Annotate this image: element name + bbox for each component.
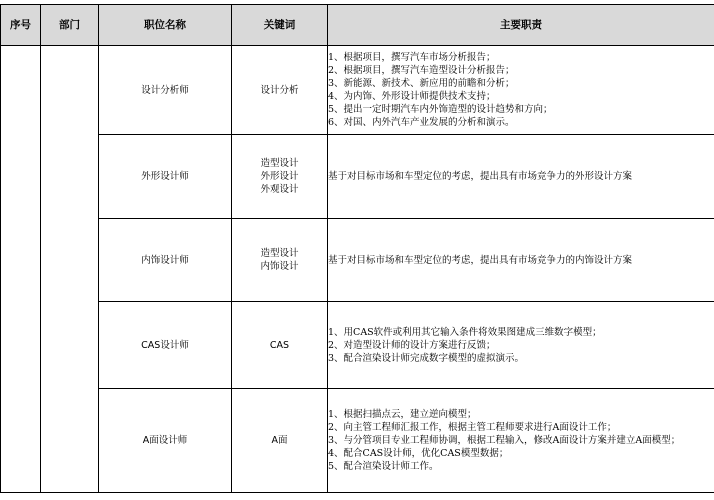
keywords-cell (232, 135, 328, 219)
position-cell: CAS设计师 (99, 302, 232, 389)
table-row (1, 135, 714, 219)
duty-line: 2、向主管工程师汇报工作，根据主管工程师要求进行A面设计工作； (328, 422, 617, 433)
keyword-line: 造型设计 (260, 248, 299, 259)
keyword-line: CAS (269, 339, 290, 351)
keywords-cell (232, 389, 328, 493)
duty-line: 3、配合渲染设计师完成数字模型的虚拟演示。 (328, 352, 525, 364)
duty-line: 2、根据项目，撰写汽车造型设计分析报告； (328, 65, 515, 76)
position-cell: A面设计师 (99, 389, 232, 493)
header-duties: 主要职责 (328, 5, 714, 46)
header-row (1, 5, 714, 46)
duties-cell (328, 219, 714, 302)
table-row (1, 302, 714, 389)
duty-line: 基于对目标市场和车型定位的考虑，提出具有市场竞争力的外形设计方案 (328, 171, 633, 182)
duty-line: 4、配合CAS设计师，优化CAS模型数据； (328, 448, 509, 459)
header-keywords: 关键词 (232, 5, 328, 46)
table-row (1, 219, 714, 302)
position-cell: 设计分析师 (99, 46, 232, 135)
duty-line: 3、新能源、新技术、新应用的前瞻和分析； (328, 78, 515, 89)
table-row (1, 389, 714, 493)
header-dept: 部门 (41, 5, 99, 46)
header-seq: 序号 (1, 5, 41, 46)
header-position: 职位名称 (99, 5, 232, 46)
keywords-cell (232, 219, 328, 302)
keyword-line: 外形设计 (260, 171, 299, 182)
duty-line: 3、与分管项目专业工程师协调，根据工程输入，修改A面设计方案并建立A面模型； (328, 435, 681, 446)
keyword-line: 造型设计 (260, 158, 299, 169)
duty-line: 5、提出一定时期汽车内外饰造型的设计趋势和方向； (328, 104, 553, 115)
duties-cell (328, 46, 714, 135)
duty-line: 基于对目标市场和车型定位的考虑，提出具有市场竞争力的内饰设计方案 (328, 254, 633, 266)
duties-cell (328, 389, 714, 493)
dept-cell (41, 46, 99, 493)
keywords-cell (232, 302, 328, 389)
duties-cell (328, 135, 714, 219)
duty-line: 6、对国、内外汽车产业发展的分析和演示。 (328, 117, 515, 128)
duty-line: 4、为内饰、外形设计师提供技术支持； (328, 91, 496, 102)
position-cell: 内饰设计师 (99, 219, 232, 302)
keyword-line: 外观设计 (260, 184, 299, 195)
job-duties-table (0, 4, 714, 493)
keyword-line: 设计分析 (260, 84, 299, 96)
position-cell: 外形设计师 (99, 135, 232, 219)
duty-line: 1、根据扫描点云，建立逆向模型； (328, 409, 477, 420)
seq-cell (1, 46, 41, 493)
keyword-line: 内饰设计 (260, 261, 299, 272)
duty-line: 2、对造型设计师的设计方案进行反馈； (328, 339, 496, 351)
duties-cell (328, 302, 714, 389)
keyword-line: A面 (271, 435, 288, 446)
duty-line: 1、根据项目，撰写汽车市场分析报告； (328, 52, 496, 63)
duty-line: 5、配合渲染设计师工作。 (328, 461, 439, 472)
table-row (1, 46, 714, 135)
keywords-cell (232, 46, 328, 135)
duty-line: 1、用CAS软件或利用其它输入条件将效果图建成三维数字模型； (328, 326, 602, 338)
